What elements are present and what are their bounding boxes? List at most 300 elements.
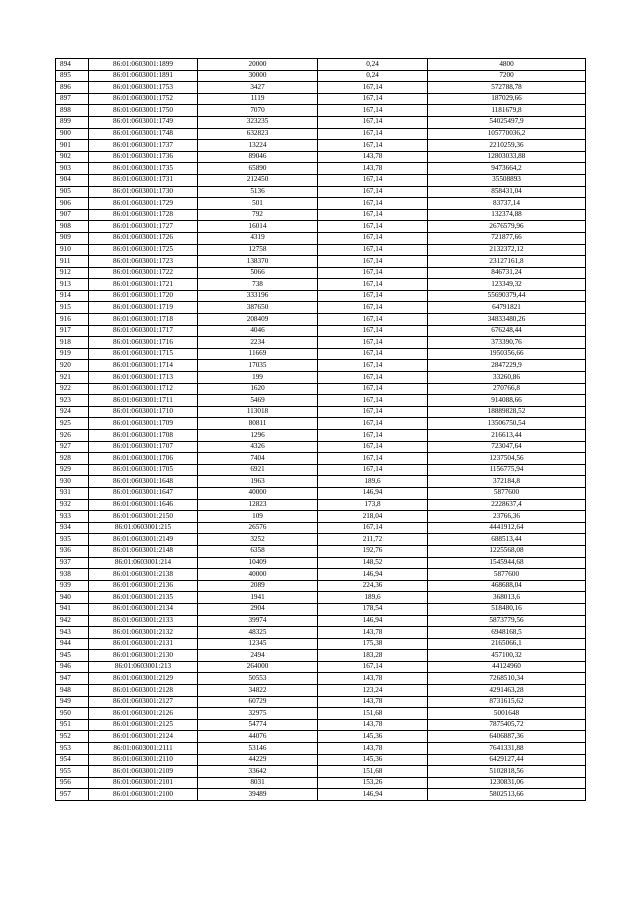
- rate-cell: 189,6: [318, 592, 428, 604]
- rate-cell: 167,14: [318, 395, 428, 407]
- area-cell: 54774: [198, 719, 318, 731]
- rate-cell: 167,14: [318, 337, 428, 349]
- cadastral-number-cell: 86:01:0603001:2136: [89, 580, 198, 592]
- rate-cell: 148,52: [318, 557, 428, 569]
- table-row: [56, 557, 586, 569]
- area-cell: 323235: [198, 116, 318, 128]
- table-row: [56, 569, 586, 581]
- table-row: [56, 209, 586, 221]
- row-number-cell: 910: [56, 244, 89, 256]
- area-cell: 1296: [198, 430, 318, 442]
- rate-cell: 167,14: [318, 174, 428, 186]
- row-number-cell: 957: [56, 789, 89, 801]
- value-cell: 123349,32: [428, 279, 586, 291]
- cadastral-number-cell: 86:01:0603001:1750: [89, 105, 198, 117]
- cadastral-number-cell: 86:01:0603001:1731: [89, 174, 198, 186]
- area-cell: 4319: [198, 232, 318, 244]
- row-number-cell: 912: [56, 267, 89, 279]
- area-cell: 7404: [198, 453, 318, 465]
- rate-cell: 146,94: [318, 487, 428, 499]
- area-cell: 632823: [198, 128, 318, 140]
- row-number-cell: 923: [56, 395, 89, 407]
- row-number-cell: 922: [56, 383, 89, 395]
- row-number-cell: 898: [56, 105, 89, 117]
- rate-cell: 178,54: [318, 603, 428, 615]
- rate-cell: 167,14: [318, 105, 428, 117]
- rate-cell: 167,14: [318, 116, 428, 128]
- table-row: [56, 151, 586, 163]
- cadastral-number-cell: 86:01:0603001:2133: [89, 615, 198, 627]
- value-cell: 6948168,5: [428, 627, 586, 639]
- rate-cell: 167,14: [318, 244, 428, 256]
- cadastral-number-cell: 86:01:0603001:1748: [89, 128, 198, 140]
- area-cell: 65890: [198, 163, 318, 175]
- table-row: [56, 430, 586, 442]
- row-number-cell: 934: [56, 522, 89, 534]
- area-cell: 40000: [198, 569, 318, 581]
- rate-cell: 145,36: [318, 754, 428, 766]
- value-cell: 105770036,2: [428, 128, 586, 140]
- value-cell: 132374,88: [428, 209, 586, 221]
- cadastral-number-cell: 86:01:0603001:2129: [89, 673, 198, 685]
- cadastral-number-cell: 86:01:0603001:1725: [89, 244, 198, 256]
- value-cell: 7268510,34: [428, 673, 586, 685]
- value-cell: 2132372,12: [428, 244, 586, 256]
- value-cell: 572788,78: [428, 82, 586, 94]
- rate-cell: 167,14: [318, 232, 428, 244]
- table-row: [56, 198, 586, 210]
- area-cell: 2494: [198, 650, 318, 662]
- row-number-cell: 945: [56, 650, 89, 662]
- rate-cell: 167,14: [318, 360, 428, 372]
- area-cell: 44229: [198, 754, 318, 766]
- row-number-cell: 944: [56, 638, 89, 650]
- value-cell: 468688,04: [428, 580, 586, 592]
- area-cell: 387650: [198, 302, 318, 314]
- rate-cell: 143,78: [318, 163, 428, 175]
- rate-cell: 151,68: [318, 766, 428, 778]
- table-row: [56, 232, 586, 244]
- value-cell: 13506750,54: [428, 418, 586, 430]
- table-row: [56, 93, 586, 105]
- table-row: [56, 337, 586, 349]
- cadastral-number-cell: 86:01:0603001:1713: [89, 372, 198, 384]
- table-row: [56, 719, 586, 731]
- row-number-cell: 924: [56, 406, 89, 418]
- table-row: [56, 487, 586, 499]
- area-cell: 1963: [198, 476, 318, 488]
- area-cell: 44076: [198, 731, 318, 743]
- area-cell: 39489: [198, 789, 318, 801]
- cadastral-number-cell: 86:01:0603001:1735: [89, 163, 198, 175]
- cadastral-number-cell: 86:01:0603001:2124: [89, 731, 198, 743]
- rate-cell: 167,14: [318, 406, 428, 418]
- rate-cell: 146,94: [318, 569, 428, 581]
- value-cell: 8731615,62: [428, 696, 586, 708]
- value-cell: 518480,16: [428, 603, 586, 615]
- rate-cell: 167,14: [318, 221, 428, 233]
- table-row: [56, 534, 586, 546]
- rate-cell: 167,14: [318, 186, 428, 198]
- row-number-cell: 921: [56, 372, 89, 384]
- rate-cell: 167,14: [318, 383, 428, 395]
- row-number-cell: 948: [56, 685, 89, 697]
- cadastral-number-cell: 86:01:0603001:1707: [89, 441, 198, 453]
- area-cell: 6921: [198, 464, 318, 476]
- value-cell: 18889828,52: [428, 406, 586, 418]
- value-cell: 1950356,66: [428, 348, 586, 360]
- cadastral-number-cell: 86:01:0603001:1753: [89, 82, 198, 94]
- rate-cell: 143,78: [318, 743, 428, 755]
- row-number-cell: 941: [56, 603, 89, 615]
- row-number-cell: 940: [56, 592, 89, 604]
- row-number-cell: 903: [56, 163, 89, 175]
- row-number-cell: 900: [56, 128, 89, 140]
- value-cell: 7641331,88: [428, 743, 586, 755]
- cadastral-number-cell: 86:01:0603001:1721: [89, 279, 198, 291]
- rate-cell: 167,14: [318, 430, 428, 442]
- area-cell: 792: [198, 209, 318, 221]
- row-number-cell: 901: [56, 140, 89, 152]
- cadastral-number-cell: 86:01:0603001:1719: [89, 302, 198, 314]
- value-cell: 187029,66: [428, 93, 586, 105]
- cadastral-number-cell: 86:01:0603001:213: [89, 661, 198, 673]
- value-cell: 2165066,1: [428, 638, 586, 650]
- value-cell: 1156775,94: [428, 464, 586, 476]
- table-row: [56, 383, 586, 395]
- table-row: [56, 731, 586, 743]
- row-number-cell: 932: [56, 499, 89, 511]
- table-row: [56, 302, 586, 314]
- rate-cell: 167,14: [318, 140, 428, 152]
- value-cell: 6429127,44: [428, 754, 586, 766]
- rate-cell: 218,04: [318, 511, 428, 523]
- area-cell: 2904: [198, 603, 318, 615]
- cadastral-number-cell: 86:01:0603001:2111: [89, 743, 198, 755]
- value-cell: 2676579,96: [428, 221, 586, 233]
- rate-cell: 167,14: [318, 198, 428, 210]
- area-cell: 3427: [198, 82, 318, 94]
- value-cell: 35508893: [428, 174, 586, 186]
- value-cell: 4441912,64: [428, 522, 586, 534]
- area-cell: 7070: [198, 105, 318, 117]
- rate-cell: 167,14: [318, 661, 428, 673]
- value-cell: 5873779,56: [428, 615, 586, 627]
- row-number-cell: 909: [56, 232, 89, 244]
- rate-cell: 143,78: [318, 673, 428, 685]
- area-cell: 10409: [198, 557, 318, 569]
- rate-cell: 0,24: [318, 59, 428, 71]
- cadastral-number-cell: 86:01:0603001:2125: [89, 719, 198, 731]
- cadastral-number-cell: 86:01:0603001:1648: [89, 476, 198, 488]
- rate-cell: 167,14: [318, 441, 428, 453]
- cadastral-number-cell: 86:01:0603001:1728: [89, 209, 198, 221]
- table-row: [56, 627, 586, 639]
- rate-cell: 167,14: [318, 267, 428, 279]
- value-cell: 723047,64: [428, 441, 586, 453]
- area-cell: 212450: [198, 174, 318, 186]
- row-number-cell: 936: [56, 545, 89, 557]
- row-number-cell: 930: [56, 476, 89, 488]
- cadastral-number-cell: 86:01:0603001:2130: [89, 650, 198, 662]
- cadastral-number-cell: 86:01:0603001:1706: [89, 453, 198, 465]
- table-row: [56, 696, 586, 708]
- cadastral-number-cell: 86:01:0603001:1899: [89, 59, 198, 71]
- row-number-cell: 947: [56, 673, 89, 685]
- table-row: [56, 279, 586, 291]
- cadastral-number-cell: 86:01:0603001:1726: [89, 232, 198, 244]
- value-cell: 7200: [428, 70, 586, 82]
- area-cell: 138370: [198, 256, 318, 268]
- value-cell: 5877600: [428, 569, 586, 581]
- area-cell: 40000: [198, 487, 318, 499]
- rate-cell: 123,24: [318, 685, 428, 697]
- table-row: [56, 464, 586, 476]
- value-cell: 7875405,72: [428, 719, 586, 731]
- table-body: [56, 59, 586, 801]
- row-number-cell: 951: [56, 719, 89, 731]
- cadastral-number-cell: 86:01:0603001:2149: [89, 534, 198, 546]
- row-number-cell: 942: [56, 615, 89, 627]
- row-number-cell: 896: [56, 82, 89, 94]
- table-row: [56, 685, 586, 697]
- area-cell: 199: [198, 372, 318, 384]
- row-number-cell: 956: [56, 777, 89, 789]
- area-cell: 8031: [198, 777, 318, 789]
- cadastral-number-cell: 86:01:0603001:1714: [89, 360, 198, 372]
- value-cell: 55690379,44: [428, 290, 586, 302]
- value-cell: 1225568,08: [428, 545, 586, 557]
- table-row: [56, 116, 586, 128]
- cadastral-number-cell: 86:01:0603001:1891: [89, 70, 198, 82]
- table-row: [56, 545, 586, 557]
- cadastral-number-cell: 86:01:0603001:1752: [89, 93, 198, 105]
- row-number-cell: 905: [56, 186, 89, 198]
- rate-cell: 167,14: [318, 348, 428, 360]
- cadastral-number-cell: 86:01:0603001:1709: [89, 418, 198, 430]
- cadastral-number-cell: 86:01:0603001:1711: [89, 395, 198, 407]
- table-row: [56, 441, 586, 453]
- rate-cell: 146,94: [318, 789, 428, 801]
- cadastral-number-cell: 86:01:0603001:2126: [89, 708, 198, 720]
- rate-cell: 167,14: [318, 256, 428, 268]
- table-row: [56, 59, 586, 71]
- rate-cell: 167,14: [318, 128, 428, 140]
- cadastral-number-cell: 86:01:0603001:214: [89, 557, 198, 569]
- cadastral-number-cell: 86:01:0603001:1720: [89, 290, 198, 302]
- row-number-cell: 928: [56, 453, 89, 465]
- rate-cell: 167,14: [318, 522, 428, 534]
- value-cell: 858431,04: [428, 186, 586, 198]
- rate-cell: 173,8: [318, 499, 428, 511]
- value-cell: 5001648: [428, 708, 586, 720]
- value-cell: 4291463,28: [428, 685, 586, 697]
- cadastral-number-cell: 86:01:0603001:1715: [89, 348, 198, 360]
- value-cell: 1545944,68: [428, 557, 586, 569]
- area-cell: 16014: [198, 221, 318, 233]
- row-number-cell: 950: [56, 708, 89, 720]
- cadastral-number-cell: 86:01:0603001:1717: [89, 325, 198, 337]
- table-row: [56, 82, 586, 94]
- table-row: [56, 580, 586, 592]
- area-cell: 30000: [198, 70, 318, 82]
- row-number-cell: 955: [56, 766, 89, 778]
- rate-cell: 189,6: [318, 476, 428, 488]
- value-cell: 5877600: [428, 487, 586, 499]
- area-cell: 53146: [198, 743, 318, 755]
- value-cell: 373390,76: [428, 337, 586, 349]
- area-cell: 1620: [198, 383, 318, 395]
- area-cell: 3252: [198, 534, 318, 546]
- row-number-cell: 913: [56, 279, 89, 291]
- rate-cell: 143,78: [318, 151, 428, 163]
- table-row: [56, 789, 586, 801]
- cadastral-number-cell: 86:01:0603001:2109: [89, 766, 198, 778]
- cadastral-number-cell: 86:01:0603001:1712: [89, 383, 198, 395]
- area-cell: 109: [198, 511, 318, 523]
- table-row: [56, 314, 586, 326]
- value-cell: 2847229,9: [428, 360, 586, 372]
- table-row: [56, 708, 586, 720]
- area-cell: 738: [198, 279, 318, 291]
- rate-cell: 224,36: [318, 580, 428, 592]
- row-number-cell: 906: [56, 198, 89, 210]
- area-cell: 2234: [198, 337, 318, 349]
- table-row: [56, 325, 586, 337]
- cadastral-number-cell: 86:01:0603001:1723: [89, 256, 198, 268]
- area-cell: 13224: [198, 140, 318, 152]
- row-number-cell: 908: [56, 221, 89, 233]
- row-number-cell: 907: [56, 209, 89, 221]
- value-cell: 1230831,06: [428, 777, 586, 789]
- table-row: [56, 754, 586, 766]
- value-cell: 23127161,8: [428, 256, 586, 268]
- table-row: [56, 174, 586, 186]
- cadastral-number-cell: 86:01:0603001:2100: [89, 789, 198, 801]
- rate-cell: 143,78: [318, 719, 428, 731]
- table-row: [56, 244, 586, 256]
- area-cell: 208409: [198, 314, 318, 326]
- table-row: [56, 418, 586, 430]
- rate-cell: 183,28: [318, 650, 428, 662]
- table-row: [56, 650, 586, 662]
- value-cell: 846731,24: [428, 267, 586, 279]
- row-number-cell: 918: [56, 337, 89, 349]
- rate-cell: 167,14: [318, 82, 428, 94]
- rate-cell: 151,68: [318, 708, 428, 720]
- value-cell: 34833480,26: [428, 314, 586, 326]
- rate-cell: 167,14: [318, 453, 428, 465]
- table-row: [56, 615, 586, 627]
- value-cell: 4800: [428, 59, 586, 71]
- rate-cell: 146,94: [318, 615, 428, 627]
- rate-cell: 153,26: [318, 777, 428, 789]
- cadastral-number-cell: 86:01:0603001:1716: [89, 337, 198, 349]
- value-cell: 83737,14: [428, 198, 586, 210]
- cadastral-number-cell: 86:01:0603001:1727: [89, 221, 198, 233]
- table-row: [56, 290, 586, 302]
- cadastral-number-cell: 86:01:0603001:1710: [89, 406, 198, 418]
- value-cell: 372184,8: [428, 476, 586, 488]
- rate-cell: 0,24: [318, 70, 428, 82]
- rate-cell: 167,14: [318, 302, 428, 314]
- rate-cell: 167,14: [318, 279, 428, 291]
- area-cell: 6358: [198, 545, 318, 557]
- table-row: [56, 163, 586, 175]
- rate-cell: 211,72: [318, 534, 428, 546]
- value-cell: 216613,44: [428, 430, 586, 442]
- row-number-cell: 946: [56, 661, 89, 673]
- cadastral-number-cell: 86:01:0603001:2148: [89, 545, 198, 557]
- value-cell: 1237504,56: [428, 453, 586, 465]
- cadastral-number-cell: 86:01:0603001:2135: [89, 592, 198, 604]
- area-cell: 12823: [198, 499, 318, 511]
- cadastral-number-cell: 86:01:0603001:2110: [89, 754, 198, 766]
- row-number-cell: 904: [56, 174, 89, 186]
- row-number-cell: 925: [56, 418, 89, 430]
- table-row: [56, 592, 586, 604]
- row-number-cell: 917: [56, 325, 89, 337]
- table-row: [56, 638, 586, 650]
- value-cell: 270766,8: [428, 383, 586, 395]
- area-cell: 20000: [198, 59, 318, 71]
- row-number-cell: 916: [56, 314, 89, 326]
- table-row: [56, 673, 586, 685]
- area-cell: 264000: [198, 661, 318, 673]
- value-cell: 2228637,4: [428, 499, 586, 511]
- rate-cell: 167,14: [318, 464, 428, 476]
- rate-cell: 167,14: [318, 372, 428, 384]
- table-row: [56, 511, 586, 523]
- row-number-cell: 937: [56, 557, 89, 569]
- row-number-cell: 953: [56, 743, 89, 755]
- area-cell: 33642: [198, 766, 318, 778]
- value-cell: 914088,66: [428, 395, 586, 407]
- area-cell: 50553: [198, 673, 318, 685]
- rate-cell: 167,14: [318, 290, 428, 302]
- row-number-cell: 902: [56, 151, 89, 163]
- row-number-cell: 895: [56, 70, 89, 82]
- value-cell: 1181679,8: [428, 105, 586, 117]
- cadastral-number-cell: 86:01:0603001:215: [89, 522, 198, 534]
- area-cell: 333196: [198, 290, 318, 302]
- area-cell: 39974: [198, 615, 318, 627]
- table-row: [56, 186, 586, 198]
- value-cell: 688513,44: [428, 534, 586, 546]
- row-number-cell: 915: [56, 302, 89, 314]
- cadastral-number-cell: 86:01:0603001:1749: [89, 116, 198, 128]
- area-cell: 48325: [198, 627, 318, 639]
- table-row: [56, 221, 586, 233]
- row-number-cell: 931: [56, 487, 89, 499]
- area-cell: 1941: [198, 592, 318, 604]
- value-cell: 5102818,56: [428, 766, 586, 778]
- table-row: [56, 105, 586, 117]
- table-row: [56, 453, 586, 465]
- row-number-cell: 897: [56, 93, 89, 105]
- cadastral-number-cell: 86:01:0603001:1730: [89, 186, 198, 198]
- area-cell: 4326: [198, 441, 318, 453]
- rate-cell: 167,14: [318, 209, 428, 221]
- row-number-cell: 933: [56, 511, 89, 523]
- table-row: [56, 256, 586, 268]
- value-cell: 368013,6: [428, 592, 586, 604]
- area-cell: 80811: [198, 418, 318, 430]
- area-cell: 5136: [198, 186, 318, 198]
- table-row: [56, 499, 586, 511]
- cadastral-number-cell: 86:01:0603001:1722: [89, 267, 198, 279]
- area-cell: 34822: [198, 685, 318, 697]
